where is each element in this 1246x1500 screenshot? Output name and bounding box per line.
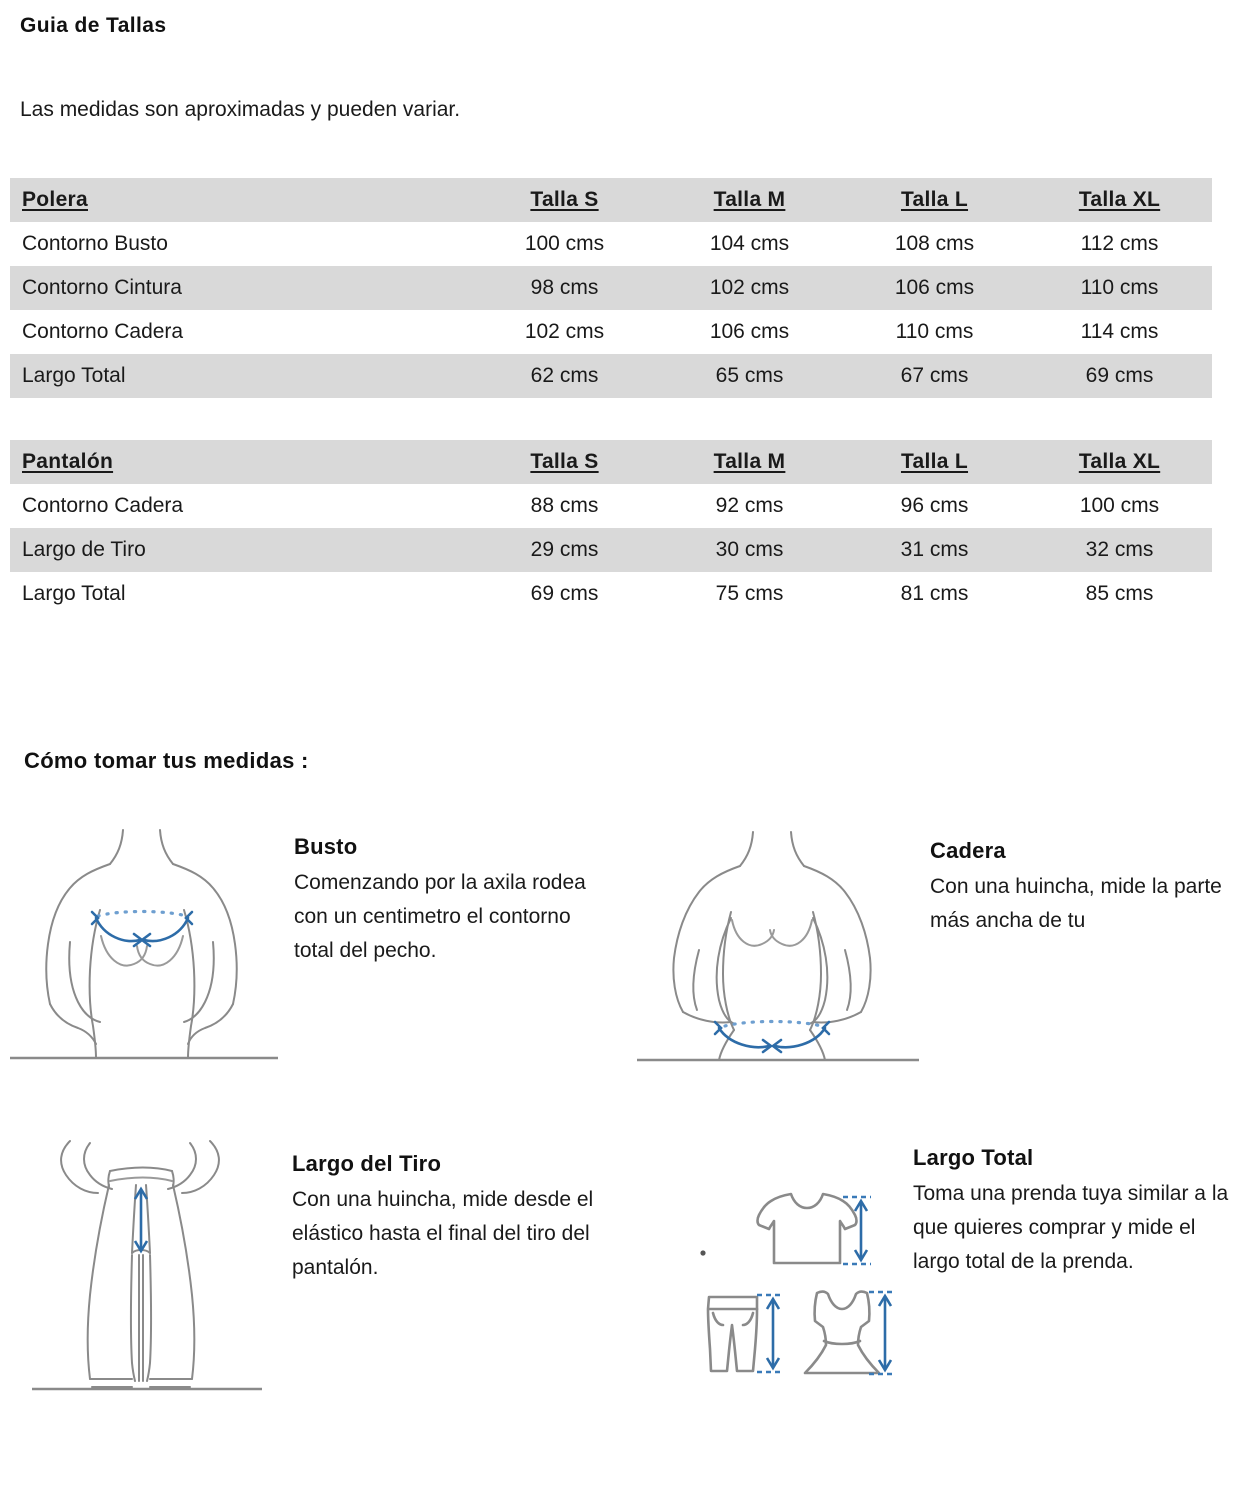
cell-talla-l: 67 cms — [842, 354, 1027, 398]
howto-item-largo-total — [625, 1127, 1245, 1437]
cell-talla-m: 75 cms — [657, 572, 842, 616]
row-label: Contorno Busto — [10, 222, 472, 266]
largo-tiro-heading: Largo del Tiro — [292, 1151, 442, 1176]
cell-talla-m: 30 cms — [657, 528, 842, 572]
cell-talla-s: 100 cms — [472, 222, 657, 266]
polera-size-table — [10, 178, 1212, 398]
largo-total-garments-icon — [695, 1175, 915, 1410]
busto-description: Comenzando por la axila rodea con un centimetro el contorno total del pecho. — [294, 871, 586, 963]
table-row — [10, 266, 1212, 310]
cell-talla-m: 92 cms — [657, 484, 842, 528]
cell-talla-xl: 32 cms — [1027, 528, 1212, 572]
column-header-talla-l: Talla L — [842, 178, 1027, 222]
tshirt-glyph — [758, 1194, 857, 1263]
column-header-talla-xl: Talla XL — [1027, 178, 1212, 222]
cadera-text-block — [930, 838, 1246, 938]
howto-item-busto — [0, 812, 620, 1122]
cell-talla-l: 96 cms — [842, 484, 1027, 528]
largo-tiro-text-block — [292, 1151, 612, 1285]
cell-talla-s: 102 cms — [472, 310, 657, 354]
table-row — [10, 572, 1212, 616]
cell-talla-m: 65 cms — [657, 354, 842, 398]
page-title: Guia de Tallas — [20, 14, 167, 37]
howto-section-title: Cómo tomar tus medidas : — [24, 748, 309, 773]
cadera-heading: Cadera — [930, 838, 1006, 863]
busto-figure-icon — [8, 818, 280, 1073]
pants-glyph — [708, 1297, 757, 1371]
cell-talla-xl: 112 cms — [1027, 222, 1212, 266]
cell-talla-xl: 114 cms — [1027, 310, 1212, 354]
column-header-talla-s: Talla S — [472, 178, 657, 222]
table-row — [10, 222, 1212, 266]
busto-text-block — [294, 834, 614, 968]
cell-talla-xl: 110 cms — [1027, 266, 1212, 310]
cell-talla-s: 69 cms — [472, 572, 657, 616]
howto-item-cadera — [625, 820, 1245, 1130]
dress-glyph — [805, 1292, 879, 1373]
cell-talla-s: 98 cms — [472, 266, 657, 310]
cell-talla-l: 108 cms — [842, 222, 1027, 266]
table-header-row — [10, 178, 1212, 222]
table-row — [10, 354, 1212, 398]
cell-talla-m: 102 cms — [657, 266, 842, 310]
column-header-talla-xl: Talla XL — [1027, 440, 1212, 484]
column-header-category: Pantalón — [10, 440, 472, 484]
table-header-row — [10, 440, 1212, 484]
cell-talla-xl: 69 cms — [1027, 354, 1212, 398]
column-header-category: Polera — [10, 178, 472, 222]
cell-talla-xl: 100 cms — [1027, 484, 1212, 528]
row-label: Contorno Cadera — [10, 484, 472, 528]
largo-tiro-figure-icon — [32, 1129, 282, 1424]
row-label: Largo Total — [10, 354, 472, 398]
cell-talla-s: 88 cms — [472, 484, 657, 528]
row-label: Largo Total — [10, 572, 472, 616]
cell-talla-l: 106 cms — [842, 266, 1027, 310]
howto-item-largo-del-tiro — [0, 1127, 620, 1437]
largo-total-heading: Largo Total — [913, 1145, 1034, 1170]
table-row — [10, 310, 1212, 354]
cell-talla-l: 31 cms — [842, 528, 1027, 572]
cell-talla-xl: 85 cms — [1027, 572, 1212, 616]
cadera-description: Con una huincha, mide la parte más ancha de tu — [930, 875, 1222, 933]
row-label: Contorno Cadera — [10, 310, 472, 354]
largo-total-description: Toma una prenda tuya similar a la que quieres comprar y mide el largo total de la prenda. — [913, 1182, 1229, 1274]
cell-talla-m: 106 cms — [657, 310, 842, 354]
largo-tiro-description: Con una huincha, mide desde el elástico hasta el final del tiro del pantalón. — [292, 1188, 594, 1280]
table-row — [10, 528, 1212, 572]
page-subtitle: Las medidas son aproximadas y pueden variar. — [20, 98, 461, 121]
cell-talla-m: 104 cms — [657, 222, 842, 266]
cadera-figure-icon — [635, 822, 921, 1083]
cell-talla-l: 110 cms — [842, 310, 1027, 354]
column-header-talla-s: Talla S — [472, 440, 657, 484]
row-label: Largo de Tiro — [10, 528, 472, 572]
column-header-talla-l: Talla L — [842, 440, 1027, 484]
row-label: Contorno Cintura — [10, 266, 472, 310]
column-header-talla-m: Talla M — [657, 178, 842, 222]
cell-talla-l: 81 cms — [842, 572, 1027, 616]
largo-total-text-block — [913, 1145, 1243, 1279]
cell-talla-s: 62 cms — [472, 354, 657, 398]
busto-heading: Busto — [294, 834, 358, 859]
column-header-talla-m: Talla M — [657, 440, 842, 484]
table-row — [10, 484, 1212, 528]
cell-talla-s: 29 cms — [472, 528, 657, 572]
pantalon-size-table — [10, 440, 1212, 616]
